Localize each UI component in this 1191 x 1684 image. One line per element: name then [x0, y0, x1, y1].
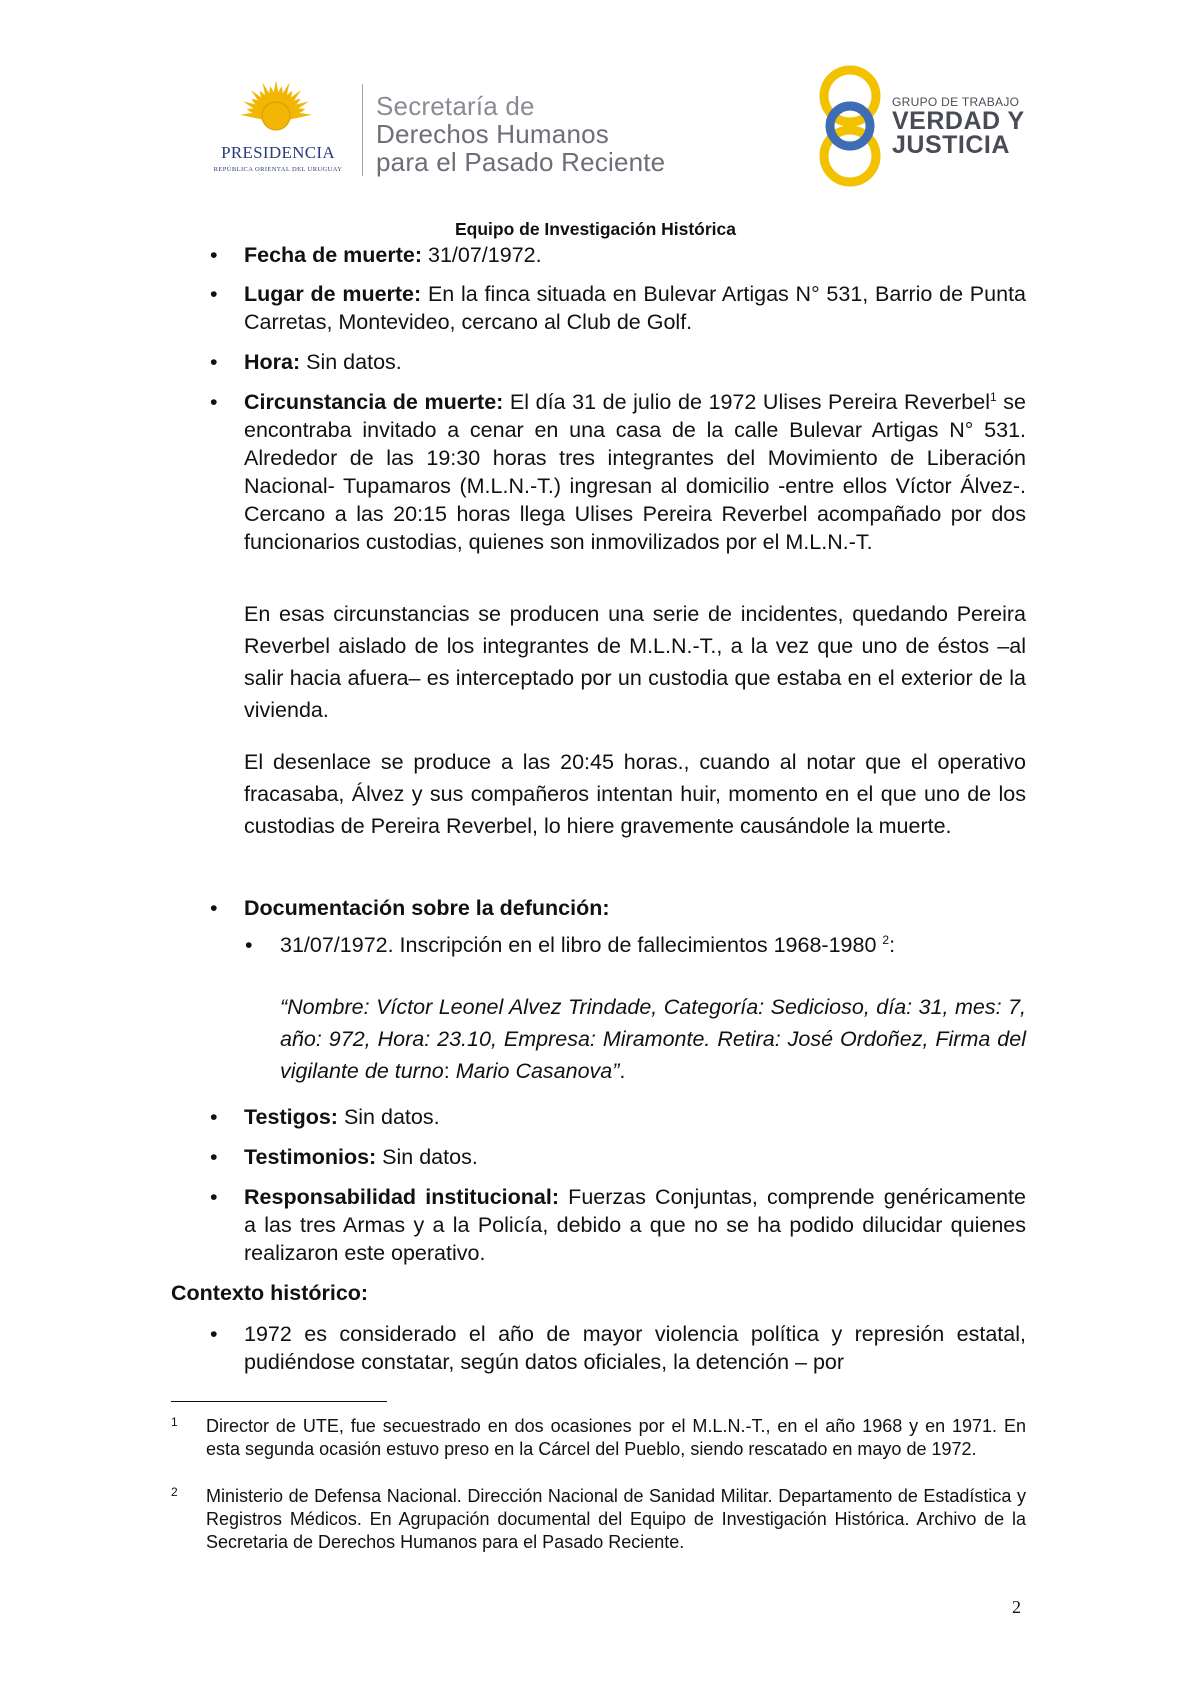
team-title: Equipo de Investigación Histórica [454, 219, 737, 239]
gtvj-small-label: GRUPO DE TRABAJO [892, 95, 1020, 109]
testimonios-value: Sin datos. [376, 1145, 478, 1169]
documentacion-entry [280, 931, 1026, 959]
circunstancia-text-a: El día 31 de julio de 1972 Ulises Pereira Reverbel [503, 390, 990, 414]
documentacion-entry-text: 31/07/1972. Inscripción en el libro de fallecimientos 1968-1980 [280, 933, 883, 957]
documentacion-label: Documentación sobre la defunción: [244, 896, 610, 920]
lugar-label: Lugar de muerte: [244, 282, 422, 306]
defuncion-quote [280, 991, 1026, 1087]
bullet-contexto: • [210, 1322, 218, 1346]
bullet-hora: • [210, 350, 218, 374]
footnote-ref-2[interactable]: 2 [882, 932, 890, 947]
contexto-item: 1972 es considerado el año de mayor violencia política y represión estatal, pudiéndose constatar, según datos oficiales, la detención – por [244, 1322, 1026, 1374]
quote-text-b: Mario Casanova” [449, 1059, 620, 1083]
responsabilidad-value: Fuerzas Conjuntas, comprende genéricamente a las tres Armas y a la Policía, debido a que no se ha podido dilucidar quienes realizaron este operativo. [244, 1185, 1026, 1265]
item-responsabilidad [244, 1183, 1026, 1267]
bullet-fecha: • [210, 243, 218, 267]
presidencia-sun-logo [196, 78, 356, 178]
bullet-documentacion-sub: • [245, 933, 253, 957]
bullet-lugar: • [210, 282, 218, 306]
hora-value: Sin datos. [300, 350, 402, 374]
footnote-1-text: Director de UTE, fue secuestrado en dos ocasiones por el M.L.N.-T., en el año 1968 y en 1971. En esta segunda ocasión estuvo preso en la Cárcel del Pueblo, siendo rescatado en mayo de 1972. [206, 1416, 1026, 1459]
verdad-justicia-rings-logo [812, 62, 888, 190]
verdad-justicia-text [892, 95, 1025, 157]
quote-colon: : [443, 1059, 450, 1083]
item-testimonios [244, 1143, 1026, 1171]
circunstancia-paragraph-3: El desenlace se produce a las 20:45 horas., cuando al notar que el operativo fracasaba, Álvez y sus compañeros intentan huir, momento en el que uno de los custodias de Pereira Reverbel, lo hiere gravemente causándole la muerte. [244, 750, 1026, 838]
testimonios-label: Testimonios: [244, 1145, 377, 1169]
circunstancia-paragraph-2: En esas circunstancias se producen una serie de incidentes, quedando Pereira Reverbel aislado de los integrantes de M.L.N.-T., a la vez que uno de éstos –al salir hacia afuera– es interceptado por un custodia que estaba en el exterior de la vivienda. [244, 602, 1026, 722]
gtvj-line-2: JUSTICIA [892, 131, 1010, 159]
footnote-separator [171, 1401, 387, 1402]
gtvj-line-1: VERDAD Y [892, 107, 1025, 135]
item-testigos [244, 1103, 1026, 1131]
footnote-2-number: 2 [171, 1485, 178, 1499]
circunstancia-text-b: se encontraba invitado a cenar en una casa de la calle Bulevar Artigas N° 531. Alrededor de las 19:30 horas tres integrantes del Movimiento de Liberación Nacional- Tupamaros (M.L.N.-T.) ingresan al domicilio -entre ellos Víctor Álvez-. Cercano a las 20:15 horas llega Ulises Pereira Reverbel acompañado por dos funcionarios custodias, quienes son inmovilizados por el M.L.N.-T. [244, 390, 1026, 554]
documentacion-entry-colon: : [889, 933, 896, 957]
item-circunstancia [244, 388, 1026, 556]
secretaria-line-1: Secretaría de [376, 91, 535, 121]
lugar-value: En la finca situada en Bulevar Artigas N° 531, Barrio de Punta Carretas, Montevideo, cercano al Club de Golf. [244, 282, 1026, 334]
quote-text-a: “Nombre: Víctor Leonel Alvez Trindade, Categoría: Sedicioso, día: 31, mes: 7, año: 972, Hora: 23.10, Empresa: Miramonte. Retira: José Ordoñez, Firma del vigilante de turno [280, 995, 1026, 1083]
item-hora [244, 348, 1026, 376]
footnote-2-text: Ministerio de Defensa Nacional. Dirección Nacional de Sanidad Militar. Departamento de Estadística y Registros Médicos. En Agrupación documental del Equipo de Investigación Histórica. Archivo de la Secretaria de Derechos Humanos para el Pasado Reciente. [206, 1486, 1026, 1552]
secretaria-logo-text [376, 92, 665, 176]
contexto-heading: Contexto histórico: [171, 1281, 369, 1305]
quote-end: . [619, 1059, 626, 1083]
presidencia-name: PRESIDENCIA [221, 143, 335, 162]
item-lugar [244, 280, 1026, 336]
testigos-value: Sin datos. [337, 1105, 440, 1129]
fecha-value: 31/07/1972. [422, 243, 542, 267]
bullet-documentacion: • [210, 896, 218, 920]
bullet-testimonios: • [210, 1145, 218, 1169]
header-divider [362, 84, 363, 176]
bullet-testigos: • [210, 1105, 218, 1129]
circunstancia-label: Circunstancia de muerte: [244, 390, 504, 414]
responsabilidad-label: Responsabilidad institucional: [244, 1185, 559, 1209]
item-fecha [244, 241, 1026, 269]
presidencia-subtitle: REPÚBLICA ORIENTAL DEL URUGUAY [213, 166, 343, 173]
footnote-ref-1[interactable]: 1 [990, 389, 997, 404]
bullet-responsabilidad: • [210, 1185, 218, 1209]
hora-label: Hora: [244, 350, 301, 374]
secretaria-line-3: para el Pasado Reciente [376, 147, 666, 177]
bullet-circunstancia: • [210, 390, 218, 414]
fecha-label: Fecha de muerte: [244, 243, 423, 267]
footnote-1-number: 1 [171, 1415, 178, 1429]
page-number: 2 [1012, 1597, 1021, 1617]
secretaria-line-2: Derechos Humanos [376, 119, 609, 149]
testigos-label: Testigos: [244, 1105, 338, 1129]
